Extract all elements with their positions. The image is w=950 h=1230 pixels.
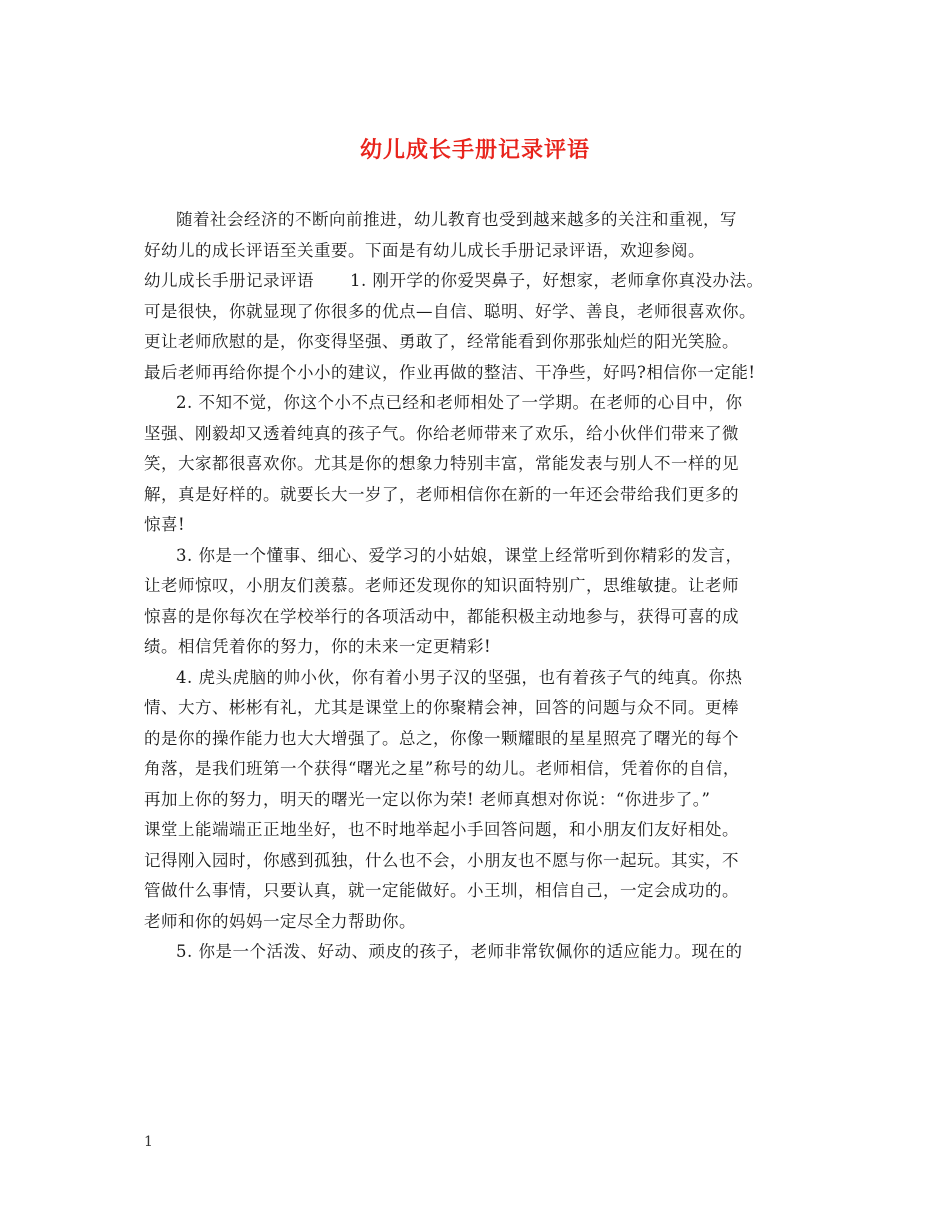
text-line <box>144 907 824 938</box>
text-line-content: 的是你的操作能力也大大增强了。总之，你像一颗耀眼的星星照亮了曙光的每个 <box>144 728 739 748</box>
text-line-content: 坚强、刚毅却又透着纯真的孩子气。你给老师带来了欢乐，给小伙伴们带来了微 <box>144 423 739 443</box>
text-line-content: 管做什么事情，只要认真，就一定能做好。小王圳，相信自己，一定会成功的。 <box>144 881 739 900</box>
text-line-content: 可是很快，你就显现了你很多的优点—自信、聪明、好学、善良，老师很喜欢你。 <box>144 301 756 321</box>
text-line <box>144 602 824 633</box>
text-line <box>144 480 824 511</box>
text-line-tail: 1. 刚开学的你爱哭鼻子，好想家，老师拿你真没办法。 <box>350 271 764 290</box>
text-line <box>144 327 824 358</box>
text-line <box>144 754 824 785</box>
text-line-content: 惊喜! <box>144 515 186 534</box>
text-line <box>144 937 824 968</box>
text-line <box>144 297 824 328</box>
text-line <box>144 510 824 541</box>
document-body <box>144 205 824 968</box>
text-line-content: 幼儿成长手册记录评语 <box>144 271 314 290</box>
text-line <box>144 358 824 389</box>
text-line <box>144 693 824 724</box>
text-line <box>144 266 824 297</box>
text-line <box>144 876 824 907</box>
text-line-content: 惊喜的是你每次在学校举行的各项活动中，都能积极主动地参与，获得可喜的成 <box>144 606 739 626</box>
text-line-content: 最后老师再给你提个小小的建议，作业再做的整洁、干净些，好吗?相信你一定能! <box>144 362 756 382</box>
text-line-content: 角落，是我们班第一个获得“曙光之星”称号的幼儿。老师相信，凭着你的自信， <box>144 759 740 778</box>
text-line-content: 老师和你的妈妈一定尽全力帮助你。 <box>144 911 416 931</box>
text-line-content: 2. 不知不觉，你这个小不点已经和老师相处了一学期。在老师的心目中，你 <box>176 393 743 412</box>
document-title: 幼儿成长手册记录评语 <box>359 137 590 163</box>
text-line <box>144 785 824 816</box>
text-line-content: 笑，大家都很喜欢你。尤其是你的想象力特别丰富，常能发表与别人不一样的见 <box>144 454 739 473</box>
text-line <box>144 663 824 694</box>
text-line-content: 再加上你的努力，明天的曙光一定以你为荣! 老师真想对你说：“你进步了。” <box>144 789 711 809</box>
text-line <box>144 236 824 267</box>
text-line-content: 解，真是好样的。就要长大一岁了，老师相信你在新的一年还会带给我们更多的 <box>144 484 739 504</box>
text-line <box>144 541 824 572</box>
text-line <box>144 815 824 846</box>
text-line <box>144 571 824 602</box>
text-line <box>144 388 824 419</box>
text-line-content: 绩。相信凭着你的努力，你的未来一定更精彩! <box>144 637 492 656</box>
text-line-content: 情、大方、彬彬有礼，尤其是课堂上的你聚精会神，回答的问题与众不同。更棒 <box>144 698 739 717</box>
text-line-content: 好幼儿的成长评语至关重要。下面是有幼儿成长手册记录评语，欢迎参阅。 <box>144 240 705 260</box>
text-line-content: 更让老师欣慰的是，你变得坚强、勇敢了，经常能看到你那张灿烂的阳光笑脸。 <box>144 332 739 351</box>
text-line <box>144 724 824 755</box>
text-line <box>144 205 824 236</box>
text-line-content: 随着社会经济的不断向前推进，幼儿教育也受到越来越多的关注和重视，写 <box>176 210 737 229</box>
text-line <box>144 449 824 480</box>
text-line-content: 课堂上能端端正正地坐好，也不时地举起小手回答问题，和小朋友们友好相处。 <box>144 820 739 839</box>
text-line-content: 4. 虎头虎脑的帅小伙，你有着小男子汉的坚强，也有着孩子气的纯真。你热 <box>176 667 743 687</box>
page-number: 1 <box>144 1134 153 1150</box>
text-line-content: 5. 你是一个活泼、好动、顽皮的孩子，老师非常钦佩你的适应能力。现在的 <box>176 942 743 961</box>
text-line-content: 让老师惊叹，小朋友们羡慕。老师还发现你的知识面特别广，思维敏捷。让老师 <box>144 576 739 595</box>
text-line <box>144 419 824 450</box>
text-line <box>144 632 824 663</box>
text-line-content: 3. 你是一个懂事、细心、爱学习的小姑娘，课堂上经常听到你精彩的发言， <box>176 545 743 565</box>
text-line <box>144 846 824 877</box>
text-line-content: 记得刚入园时，你感到孤独，什么也不会，小朋友也不愿与你一起玩。其实，不 <box>144 850 739 870</box>
